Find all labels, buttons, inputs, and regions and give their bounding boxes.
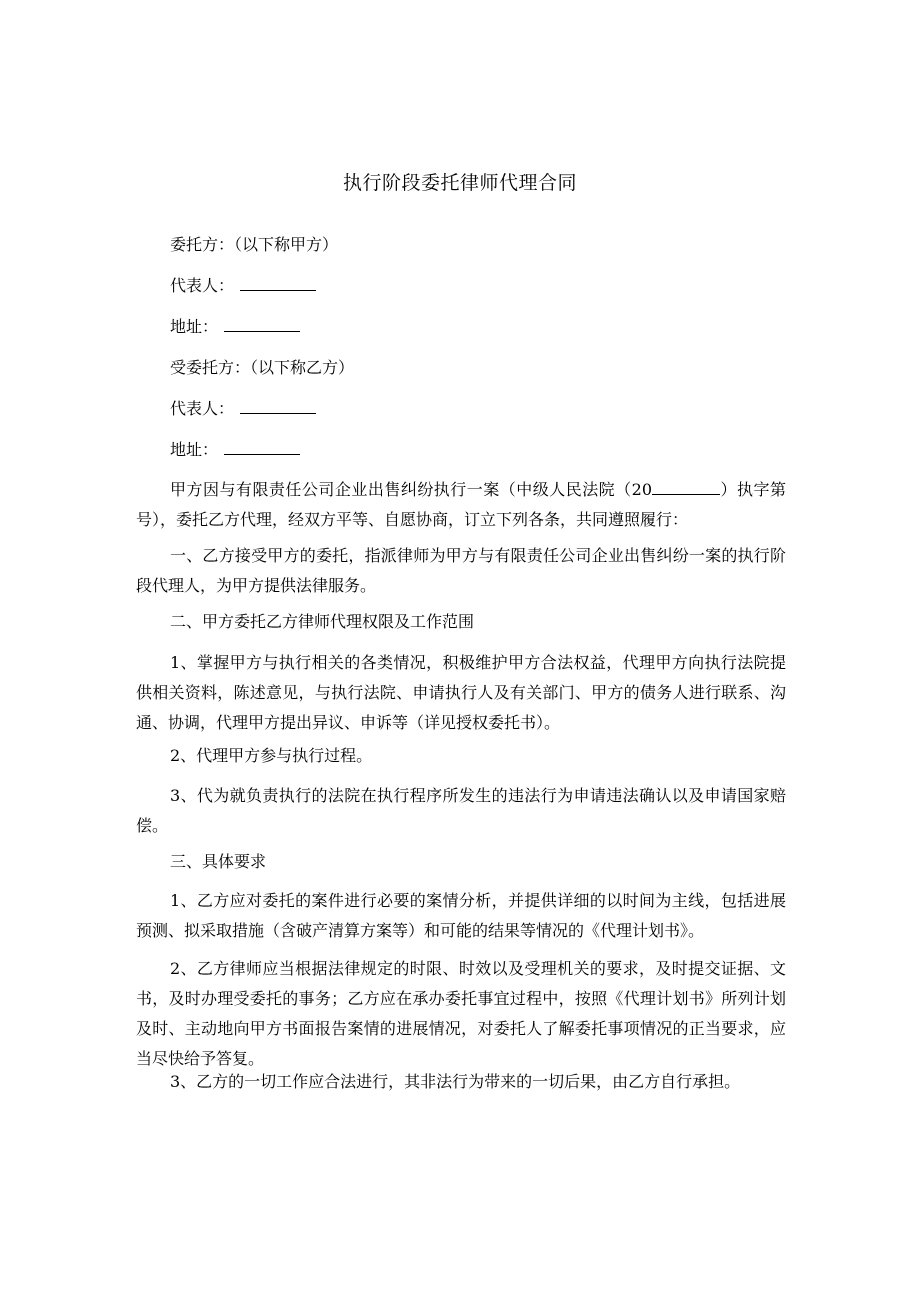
clause-2-3: 3、代为就负责执行的法院在执行程序所发生的违法行为申请违法确认以及申请国家赔偿。 [136, 786, 786, 835]
client-address-blank [224, 317, 300, 332]
clause-3-2: 2、乙方律师应当根据法律规定的时限、时效以及受理机关的要求，及时提交证据、文书，及时办理受委托的事务；乙方应在承办委托事宜过程中，按照《代理计划书》所列计划及时、主动地向甲方书面报告案情的进展情况，对委托人了解委托事项情况的正当要求，应当尽快给予答复。 [136, 959, 786, 1068]
section-3-heading: 三、具体要求 [170, 852, 267, 871]
client-address-line [170, 314, 300, 337]
clause-1: 一、乙方接受甲方的委托，指派律师为甲方与有限责任公司企业出售纠纷一案的执行阶段代理人，为甲方提供法律服务。 [136, 546, 786, 595]
clause-2-2: 2、代理甲方参与执行过程。 [170, 746, 373, 765]
client-label: 委托方：（以下称甲方） [170, 235, 339, 254]
intro-part-1: 甲方因与有限责任公司企业出售纠纷执行一案（中级人民法院（20 [170, 480, 653, 499]
intro-paragraph [136, 475, 786, 535]
client-address-label: 地址： [170, 317, 219, 336]
client-representative-label: 代表人： [170, 276, 235, 295]
agent-address-blank [224, 440, 300, 455]
clause-3-1: 1、乙方应对委托的案件进行必要的案情分析，并提供详细的以时间为主线，包括进展预测、拟采取措施（含破产清算方案等）和可能的结果等情况的《代理计划书》。 [136, 891, 786, 940]
agent-representative-label: 代表人： [170, 399, 235, 418]
section-2-heading: 二、甲方委托乙方律师代理权限及工作范围 [170, 612, 475, 631]
agent-label: 受委托方：（以下称乙方） [170, 358, 355, 377]
intro-part-2: ）执字第号），委托乙方代理，经双方平等、自愿协商，订立下列各条，共同遵照履行： [136, 480, 786, 529]
clause-3-3: 3、乙方的一切工作应合法进行，其非法行为带来的一切后果，由乙方自行承担。 [170, 1072, 741, 1091]
agent-address-line [170, 437, 300, 460]
agent-address-label: 地址： [170, 440, 219, 459]
client-representative-blank [240, 276, 316, 291]
case-number-blank [652, 480, 720, 495]
document-title: 执行阶段委托律师代理合同 [342, 172, 577, 194]
client-representative-line [170, 273, 316, 296]
clause-2-1: 1、掌握甲方与执行相关的各类情况，积极维护甲方合法权益，代理甲方向执行法院提供相关资料，陈述意见，与执行法院、申请执行人及有关部门、甲方的债务人进行联系、沟通、协调，代理甲方提出异议、申诉等（详见授权委托书）。 [136, 653, 786, 732]
agent-representative-blank [240, 399, 316, 414]
agent-representative-line [170, 396, 316, 419]
